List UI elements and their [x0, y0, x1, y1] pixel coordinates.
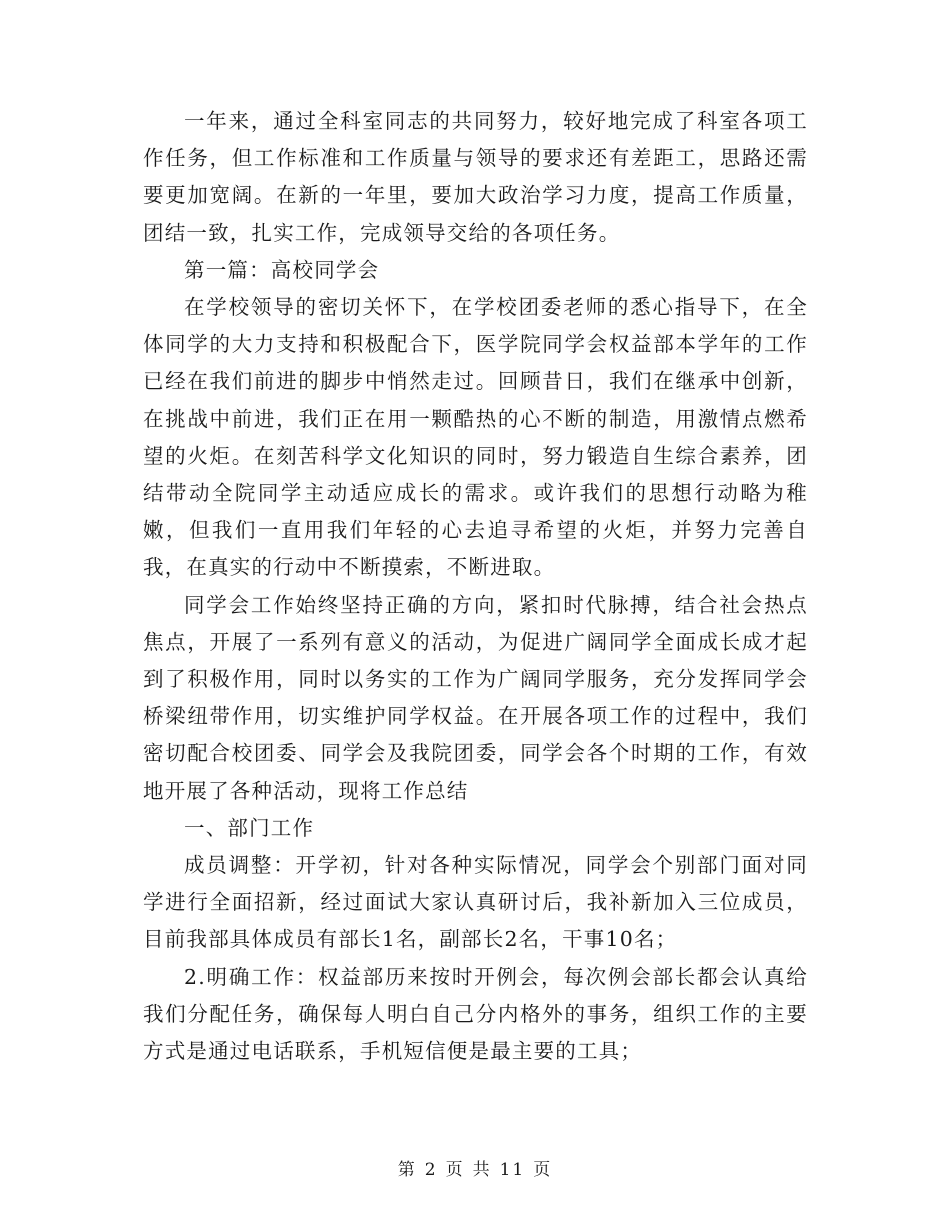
subsection-title: 一、部门工作	[184, 815, 315, 840]
paragraph-activities: 同学会工作始终坚持正确的方向，紧扣时代脉搏，结合社会热点焦点，开展了一系列有意义的活动，为促进广阔同学全面成长成才起到了积极作用，同时以务实的工作为广阔同学服务，充分发挥同学会桥梁纽带作用，切实维护同学权益。在开展各项工作的过程中，我们密切配合校团委、同学会及我院团委，同学会各个时期的工作，有效地开展了各种活动，现将工作总结	[143, 592, 808, 803]
section-title: 第一篇：高校同学会	[184, 257, 380, 282]
paragraph-intro: 一年来，通过全科室同志的共同努力，较好地完成了科室各项工作任务，但工作标准和工作质量与领导的要求还有差距工，思路还需要更加宽阔。在新的一年里，要加大政治学习力度，提高工作质量，团结一致，扎实工作，完成领导交给的各项任务。	[143, 109, 808, 245]
footer-prefix: 第	[397, 1160, 417, 1180]
page-footer	[0, 1155, 950, 1180]
footer-page-word: 页	[445, 1160, 465, 1180]
footer-suffix: 页	[533, 1160, 553, 1180]
paragraph-members: 成员调整：开学初，针对各种实际情况，同学会个别部门面对同学进行全面招新，经过面试大家认真研讨后，我补新加入三位成员，目前我部具体成员有部长1名，副部长2名，干事10名；	[143, 853, 808, 952]
footer-current-page: 2	[424, 1160, 438, 1180]
document-body	[143, 103, 808, 1070]
paragraph-overview: 在学校领导的密切关怀下，在学校团委老师的悉心指导下，在全体同学的大力支持和积极配合下，医学院同学会权益部本学年的工作已经在我们前进的脚步中悄然走过。回顾昔日，我们在继承中创新，在挑战中前进，我们正在用一颗酷热的心不断的制造，用激情点燃希望的火炬。在刻苦科学文化知识的同时，努力锻造自生综合素养，团结带动全院同学主动适应成长的需求。或许我们的思想行动略为稚嫩，但我们一直用我们年轻的心去追寻希望的火炬，并努力完善自我，在真实的行动中不断摸索，不断进取。	[143, 295, 808, 580]
paragraph-work: 2.明确工作：权益部历来按时开例会，每次例会部长都会认真给我们分配任务，确保每人明白自己分内格外的事务，组织工作的主要方式是通过电话联系，手机短信便是最主要的工具；	[143, 964, 808, 1064]
footer-total-pages: 11	[499, 1160, 526, 1180]
footer-total-word: 共	[472, 1160, 492, 1180]
